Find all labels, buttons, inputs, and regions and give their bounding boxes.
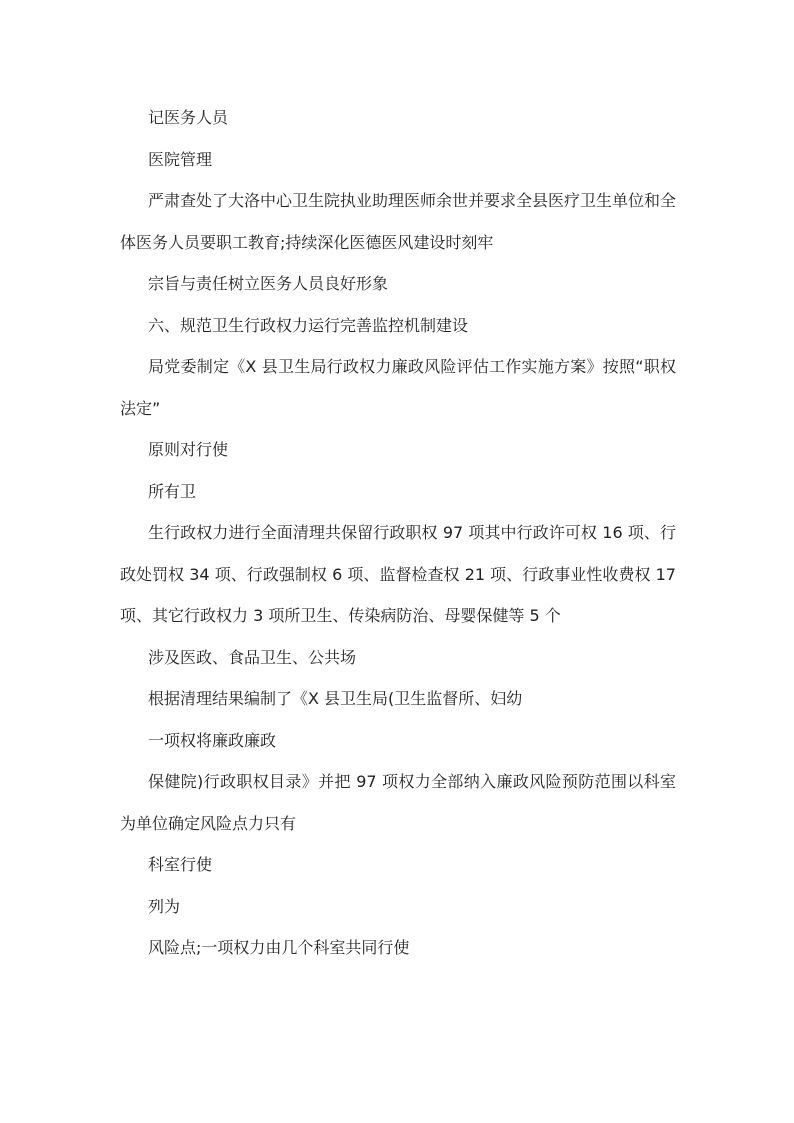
section-heading: 六、规范卫生行政权力运行完善监控机制建设 — [148, 315, 469, 335]
paragraph: 科室行使 — [148, 855, 213, 874]
paragraph: 列为 — [148, 896, 181, 916]
paragraph: 一项权将廉政廉政 — [148, 730, 277, 750]
document-page — [120, 97, 676, 969]
paragraph: 记医务人员 — [148, 108, 229, 127]
paragraph: 所有卫 — [148, 481, 197, 501]
paragraph: 医院管理 — [148, 149, 213, 169]
paragraph: 涉及医政、食品卫生、公共场 — [148, 647, 357, 667]
paragraph: 局党委制定《X 县卫生局行政权力廉政风险评估工作实施方案》按照“职权法定” — [120, 357, 676, 418]
paragraph: 保健院)行政职权目录》并把 97 项权力全部纳入廉政风险预防范围以科室为单位确定风险点力只有 — [120, 772, 676, 833]
paragraph: 宗旨与责任树立医务人员良好形象 — [148, 274, 389, 293]
paragraph: 风险点;一项权力由几个科室共同行使 — [148, 938, 410, 957]
paragraph: 根据清理结果编制了《X 县卫生局(卫生监督所、妇幼 — [148, 689, 523, 708]
paragraph: 严肃查处了大洛中心卫生院执业助理医师余世并要求全县医疗卫生单位和全体医务人员要职工教育;持续深化医德医风建设时刻牢 — [120, 191, 677, 252]
paragraph: 生行政权力进行全面清理共保留行政职权 97 项其中行政许可权 16 项、行政处罚权 34 项、行政强制权 6 项、监督检查权 21 项、行政事业性收费权 17 项、其它行政权力 3 项所卫生、传染病防治、母婴保健等 5 个 — [120, 523, 676, 625]
paragraph: 原则对行使 — [148, 440, 229, 459]
